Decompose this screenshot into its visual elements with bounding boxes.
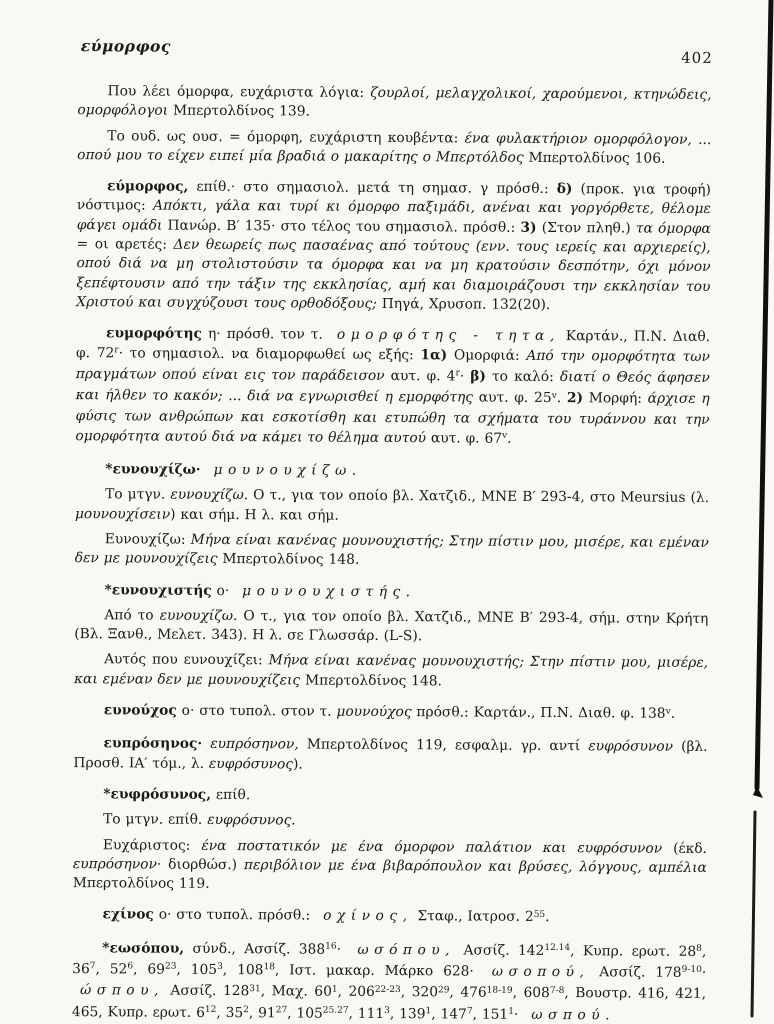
paragraph-eunouchistis-etym: Από το ευνουχίζω. Ο τ., για τον οποίο βλ. Χατζιδ., ΜΝΕ Β′ 293-4, σήμ. στην Κρήτη (Βλ. Ξανθ., Μελετ. 343). Η λ. σε Γλωσσάρ. (L-S). bbox=[74, 607, 709, 645]
paragraph-eunouchizo-etym: Το μτγν. ευνουχίζω. Ο τ., για τον οποίο βλ. Χατζιδ., ΜΝΕ Β′ 293-4, στο Meursius (λ. μουνουχίσειν) και σήμ. Η λ. και σήμ. bbox=[74, 486, 710, 524]
paragraph-eunouchizo-quote: Ευνουχίζω: Μήνα είναι κανένας μουνουχιστής; Στην πίστιν μου, μισέρε, και εμέναν δεν με μουνουχίζεις Μπερτολδίνος 148. bbox=[74, 531, 709, 569]
paragraph-omorfi-kouventa: Το ουδ. ως ουσ. = όμορφη, ευχάριστη κουβέντα: ένα φυλακτήριον ομορφόλογον, ... οπού μου το είχεν ειπεί μία βραδιά ο μακαρίτης ο Μπερτόλδος Μπερτολδίνος 106. bbox=[77, 127, 712, 167]
page-number: 402 bbox=[681, 48, 713, 67]
entry-echinos: εχίνος ο· στο τυπολ. πρόσθ.: οχίνος, Σταφ., Ιατροσ. $2^{55}$. bbox=[102, 906, 550, 926]
entry-eosopou: *εωσόπου, σύνδ., Ασσίζ. $388^{16}\cdot \omega\sigma ό\pi o\upsilon$, Ασσίζ. $142^{12.14}$, Κυπρ. ερωτ. $28^8$, $36^7$, $52^6$, $69^{23}$, $105^3$, $108^{18}$, Ιστ. μακαρ. Μάρκο 628· ωσοπού, Ασσίζ. $178^{9-10}\cdot ώ\sigma\pi o\upsilon$, Ασσίζ. $128^{31}$, Μαχ. $60^1$, 206$^{22-23}$, $320^{29}$, 476$^{18-19}$, 608$^{7-8}$, Βουστρ. 416, 421, 465, Κυπρ. ερωτ. $6^{12}$, $35^2$, $91^{27}$, $105^{25.27}$, $111^3$, $139^1$, $147^7$, $151^1\cdot \omega\sigma\pi oύ$. bbox=[71, 939, 707, 1023]
paragraph-omorfa-quote: Που λέει όμορφα, ευχάριστα λόγια: ζουρλοί, μελαγχολικοί, χαρούμενοι, κτηνώδεις, ομορφόλογοι Μπερτολδίνος 139. bbox=[77, 83, 712, 120]
page-header bbox=[81, 36, 713, 67]
entry-eufrosynos: *ευφρόσυνος, επίθ. bbox=[103, 786, 251, 804]
running-title: εύμορφος bbox=[80, 36, 171, 56]
entry-euprosinos: ευπρόσηνος· ευπρόσηνον, Μπερτολδίνος 119, εσφαλμ. γρ. αντί ευφρόσυνον (βλ. Προσθ. ΙΑ′ τόμ., λ. ευφρόσυνος). bbox=[73, 735, 708, 773]
paragraph-eufrosynos-quote: Ευχάριστος: ένα ποστατικόν με ένα όμορφον παλάτιον και ευφρόσυνον (έκδ. ευπρόσηνον· διορθώσ.) περιβόλιον με ένα βιβαρόπουλον και βρύσες, λόγγους, αμπέλια Μπερτολδίνος 119. bbox=[72, 836, 708, 893]
paragraph-eufrosynos-etym: Το μτγν. επίθ. ευφρόσυνος. bbox=[103, 811, 296, 829]
page-body bbox=[72, 82, 712, 1024]
entry-eumorfotis: ευμορφότης η· πρόσθ. τον τ. ομορφότης - τητα, Καρτάν., Π.Ν. Διαθ. φ. $72^r\cdot \tau o$ σημασιολ. να διαμορφωθεί ως εξής: 1α) Ομορφιά: Από την ομορφότητα των πραγμάτων οπού είναι εις τον παράδεισον αυτ. φ. $4^r\cdot \beta$) το καλό: διατί ο Θεός άφησεν και ήλθεν το κακόν; ... διά να εγνωρισθεί η εμορφότης αυτ. φ. 25$^v$. 2) Μορφή: άρχισε η φύσις των ανθρώπων και εσκοτίσθη και ετυπώθη τα σχήματα του τυράννου και την ομορφότητα αυτού διά να κάμει το θέλημα αυτού αυτ. φ. 67$^v$. bbox=[75, 325, 711, 447]
paragraph-eunouchistis-quote: Αυτός που ευνουχίζει: Μήνα είναι κανένας μουνουχιστής; Στην πίστιν μου, μισέρε, και εμέναν δεν με μουνουχίζεις Μπερτολδίνος 148. bbox=[73, 651, 709, 690]
entry-eunouchistis: *ευνουχιστής ο· μουνουχιστής. bbox=[104, 581, 416, 600]
entry-eumorfos: εύμορφος, επίθ.· στο σημασιολ. μετά τη σημασ. γ πρόσθ.: δ) (προκ. για τροφή) νόστιμος: Απόκτι, γάλα και τυρί κι όμορφο παξιμάδι, ανέναι και γοργόρθετε, θέλομε φάγει ομάδι Πανώρ. Β′ 135· στο τέλος του σημασιολ. πρόσθ.: 3) (Στον πληθ.) τα όμορφα = οι αρετές: Δεν θεωρείς πως πασαένας από τούτους (ενν. τους ιερείς και αρχιερείς), οπού διά να μη στολιστούσιν τα όμορφα και να μη κρατούσιν δεσπότην, όχι μόνον ξεπέφτουσιν από την τάξιν της εκκλησίας, αμή και διαμοιράζουσι την εκκλησίαν του Χριστού και συγχύζουσι τους ορθοδόξους; Πηγά, Χρυσοπ. 132(20). bbox=[76, 178, 712, 313]
entry-eunouchizo: *ευνουχίζω· μουνουχίζω. bbox=[105, 461, 362, 479]
entry-eunouchos: ευνούχος ο· στο τυπολ. στον τ. μουνούχος πρόσθ.: Καρτάν., Π.Ν. Διαθ. φ. 138$^v$. bbox=[103, 702, 676, 722]
